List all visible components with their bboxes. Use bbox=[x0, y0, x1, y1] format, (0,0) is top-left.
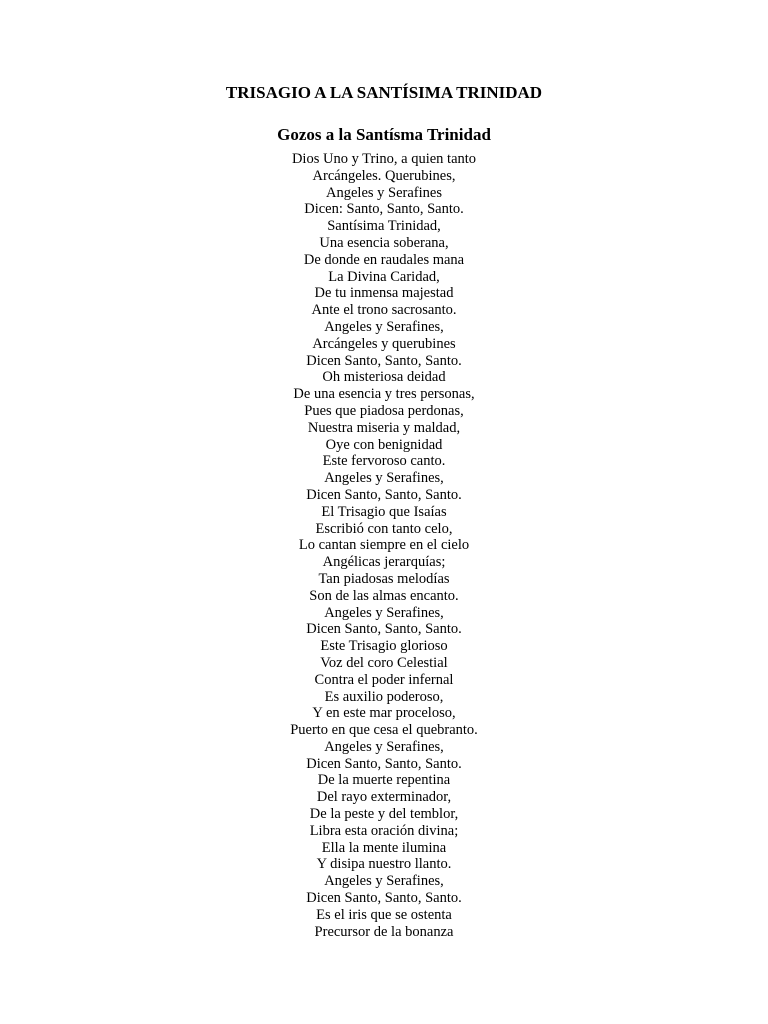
verse-line: Angeles y Serafines, bbox=[324, 604, 444, 621]
verse-line: Arcángeles. Querubines, bbox=[312, 167, 456, 184]
verse-line: Puerto en que cesa el quebranto. bbox=[290, 722, 478, 739]
verse-line: El Trisagio que Isaías bbox=[321, 503, 447, 520]
verse-line: Oh misteriosa deidad bbox=[322, 369, 446, 386]
verse-line: Nuestra miseria y maldad, bbox=[307, 419, 461, 436]
verse-line: Y en este mar proceloso, bbox=[312, 705, 456, 722]
verse-line: Santísima Trinidad, bbox=[327, 218, 441, 235]
verse-line: Dicen Santo, Santo, Santo. bbox=[306, 486, 462, 503]
verse-line: De una esencia y tres personas, bbox=[293, 386, 475, 403]
verse-line: Arcángeles y querubines bbox=[312, 335, 456, 352]
verse-line: Angeles y Serafines bbox=[326, 184, 442, 201]
document-subtitle: Gozos a la Santísma Trinidad bbox=[277, 125, 491, 144]
verse-line: Y disipa nuestro llanto. bbox=[316, 856, 452, 873]
verse-line: Pues que piadosa perdonas, bbox=[304, 402, 464, 419]
verse-line: Ella la mente ilumina bbox=[321, 839, 447, 856]
verse-line: De tu inmensa majestad bbox=[314, 285, 454, 302]
verse-line: Oye con benignidad bbox=[325, 436, 443, 453]
verse-line: Angeles y Serafines, bbox=[324, 470, 444, 487]
verse-line: Angeles y Serafines, bbox=[324, 318, 444, 335]
verse-line: Dicen Santo, Santo, Santo. bbox=[306, 621, 462, 638]
verse-line: Dicen Santo, Santo, Santo. bbox=[306, 755, 462, 772]
verse-line: Este Trisagio glorioso bbox=[320, 638, 448, 655]
verse-list bbox=[0, 151, 768, 940]
verse-line: Dios Uno y Trino, a quien tanto bbox=[291, 151, 477, 167]
verse-line: Precursor de la bonanza bbox=[314, 923, 454, 940]
verse-line: Contra el poder infernal bbox=[314, 671, 454, 688]
verse-line: Este fervoroso canto. bbox=[322, 453, 446, 470]
verse-line: Angélicas jerarquías; bbox=[322, 554, 446, 571]
verse-line: Dicen Santo, Santo, Santo. bbox=[306, 890, 462, 907]
verse-line: Escribió con tanto celo, bbox=[315, 520, 453, 537]
verse-line: Angeles y Serafines, bbox=[324, 873, 444, 890]
verse-line: Del rayo exterminador, bbox=[316, 789, 452, 806]
verse-line: Lo cantan siempre en el cielo bbox=[298, 537, 470, 554]
verse-line: Son de las almas encanto. bbox=[309, 587, 459, 604]
verse-line: De donde en raudales mana bbox=[303, 251, 465, 268]
verse-line: Voz del coro Celestial bbox=[320, 654, 448, 671]
verse-line: Ante el trono sacrosanto. bbox=[311, 302, 457, 319]
document-title: TRISAGIO A LA SANTÍSIMA TRINIDAD bbox=[225, 83, 543, 102]
verse-line: Dicen: Santo, Santo, Santo. bbox=[304, 201, 464, 218]
verse-line: De la peste y del temblor, bbox=[309, 806, 459, 823]
verse-line: Tan piadosas melodías bbox=[318, 570, 450, 587]
verse-line: Es auxilio poderoso, bbox=[324, 688, 444, 705]
verse-line: Una esencia soberana, bbox=[319, 234, 449, 251]
verse-line: La Divina Caridad, bbox=[328, 268, 440, 285]
verse-line: Angeles y Serafines, bbox=[324, 738, 444, 755]
verse-line: De la muerte repentina bbox=[317, 772, 451, 789]
verse-line: Libra esta oración divina; bbox=[309, 822, 459, 839]
verse-line: Es el iris que se ostenta bbox=[316, 906, 452, 923]
verse-line: Dicen Santo, Santo, Santo. bbox=[306, 352, 462, 369]
